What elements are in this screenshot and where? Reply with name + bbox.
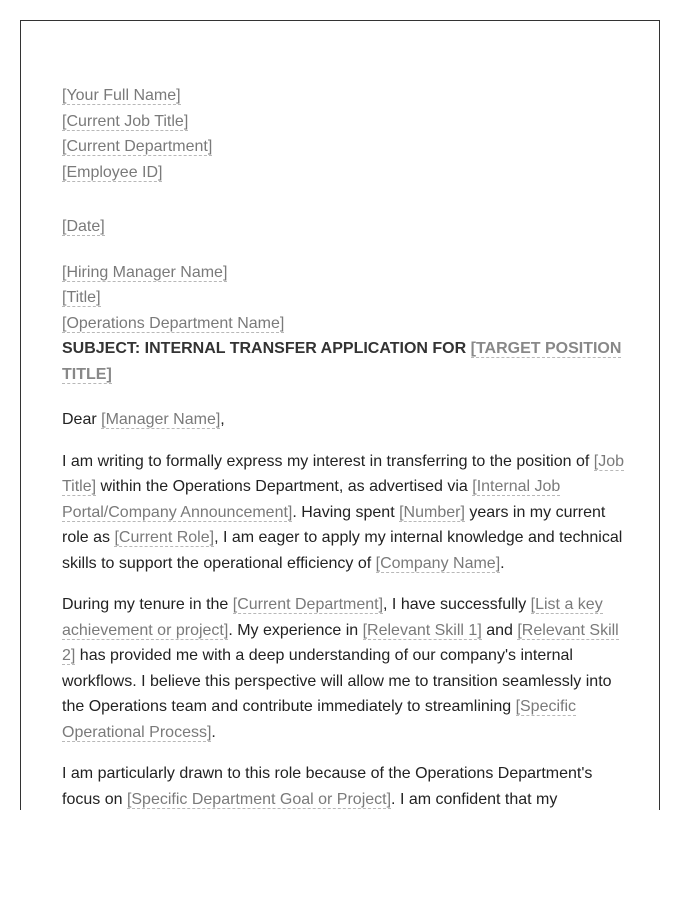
p1-job-title[interactable]: [Job Title] <box>62 452 625 495</box>
p2-operational-process[interactable]: [Specific Operational Process] <box>62 698 577 741</box>
recipient-block <box>62 260 624 337</box>
letter-content <box>62 83 624 810</box>
p2-text-4: and <box>481 621 518 639</box>
sender-job-title[interactable]: [Current Job Title] <box>62 112 189 130</box>
p1-text-4: years in my current role as <box>62 503 606 546</box>
p2-text-6: . <box>211 723 216 741</box>
p1-current-role[interactable]: [Current Role] <box>114 529 215 546</box>
sender-employee-id[interactable]: [Employee ID] <box>62 163 163 181</box>
sender-department[interactable]: [Current Department] <box>62 138 213 155</box>
paragraph-1 <box>62 449 624 577</box>
salutation <box>62 407 624 433</box>
p1-text-5: , I am eager to apply my internal knowledge and technical skills to support the operational efficiency of <box>62 529 623 572</box>
letter-date[interactable]: [Date] <box>62 218 105 235</box>
p1-number[interactable]: [Number] <box>399 503 465 521</box>
p2-text-3: . My experience in <box>228 621 363 639</box>
p3-department-goal[interactable]: [Specific Department Goal or Project] <box>126 790 392 808</box>
p2-text-1: During my tenure in the <box>62 596 233 613</box>
recipient-name[interactable]: [Hiring Manager Name] <box>62 263 228 281</box>
subject-line <box>62 336 624 387</box>
salutation-manager-name[interactable]: [Manager Name] <box>101 411 221 428</box>
p1-text-3: . Having spent <box>292 503 400 521</box>
p1-portal[interactable]: [Internal Job Portal/Company Announcement] <box>62 478 561 521</box>
p3-text-1: I am particularly drawn to this role because of the Operations Department's focus on <box>62 765 593 808</box>
recipient-department[interactable]: [Operations Department Name] <box>62 314 285 332</box>
p2-skill-1[interactable]: [Relevant Skill 1] <box>362 621 482 639</box>
p2-text-5: has provided me with a deep understanding of our company's internal workflows. I believe this perspective will allow me to transition seamlessly into the Operations team and contribute immediately to streamlining <box>62 647 612 715</box>
p2-current-department[interactable]: [Current Department] <box>232 596 384 613</box>
p1-text-6: . <box>500 554 505 572</box>
p1-text-1: I am writing to formally express my interest in transferring to the position of <box>62 452 594 470</box>
p1-text-2: within the Operations Department, as advertised via <box>96 478 473 495</box>
p3-text-2: . I am confident that my <box>391 790 558 808</box>
p1-company-name[interactable]: [Company Name] <box>375 554 501 572</box>
p2-achievement[interactable]: [List a key achievement or project] <box>62 596 603 639</box>
paragraph-2 <box>62 592 624 745</box>
recipient-title[interactable]: [Title] <box>62 289 101 306</box>
sender-full-name[interactable]: [Your Full Name] <box>62 87 181 104</box>
subject-prefix: SUBJECT: INTERNAL TRANSFER APPLICATION FOR <box>62 340 471 357</box>
salutation-comma: , <box>220 411 225 428</box>
letter-page <box>20 20 660 810</box>
paragraph-3 <box>62 761 624 810</box>
p2-skill-2[interactable]: [Relevant Skill 2] <box>62 621 619 664</box>
subject-target-position[interactable]: [TARGET POSITION TITLE] <box>62 340 622 383</box>
sender-block <box>62 83 624 185</box>
p2-text-2: , I have successfully <box>383 596 531 613</box>
salutation-dear: Dear <box>62 411 102 428</box>
date-block <box>62 214 624 240</box>
